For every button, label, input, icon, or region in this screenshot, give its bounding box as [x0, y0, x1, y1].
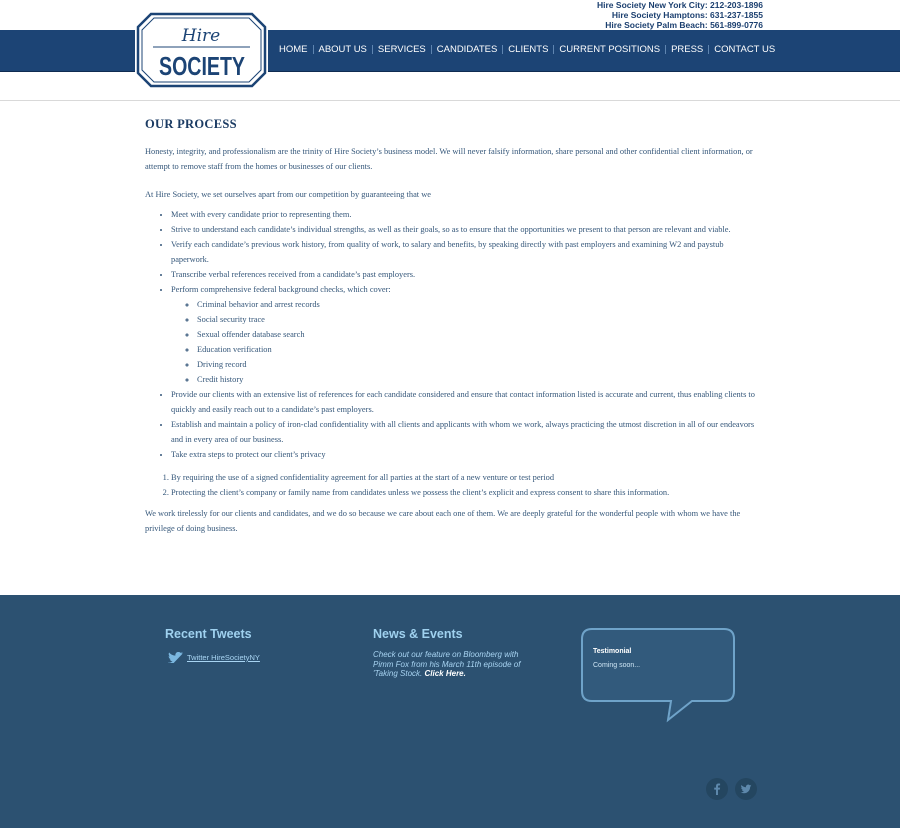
nav-candidates[interactable]: CANDIDATES [436, 44, 498, 55]
closing-paragraph: We work tirelessly for our clients and candidates, and we do so because we care about each one of them. We are deeply grateful for the wonderful people with whom we have the privilege of doing business. [145, 509, 741, 533]
footer [0, 595, 900, 828]
list-item: • Transcribe verbal references received from a candidate’s past employers. [171, 267, 760, 282]
testimonial-bubble [580, 627, 740, 727]
speech-bubble-icon [580, 627, 740, 727]
phone-hamptons: Hire Society Hamptons: 631-237-1855 [611, 10, 763, 20]
header-divider [0, 100, 900, 101]
list-item: • Strive to understand each candidate’s individual strengths, as well as their goals, so as to ensure that the opportunities we present to that person are relevant and viable. [171, 222, 760, 237]
nav-divider [431, 45, 432, 54]
facebook-icon [706, 778, 728, 800]
twitter-icon [735, 778, 757, 800]
list-item: • Establish and maintain a policy of iron-clad confidentiality with all clients and applicants with whom we work, always practicing the utmost discretion in all of our endeavors and in every area of our business. [171, 417, 760, 447]
news-events-heading: News & Events [373, 627, 463, 641]
nav-divider [502, 45, 503, 54]
list-item: • Provide our clients with an extensive list of references for each candidate considered and ensure that contact information listed is accurate and current, thus enabling clients to quickly and easily reach out to a candidate’s past employers. [171, 387, 760, 417]
list-item: 2. Protecting the client’s company or family name from candidates unless we possess the client’s explicit and express consent to share this information. [171, 485, 760, 500]
list-item: • Meet with every candidate prior to representing them. [171, 207, 760, 222]
list-item [171, 282, 760, 387]
list-item: ◦ Criminal behavior and arrest records [197, 297, 760, 312]
phone-palm-beach: Hire Society Palm Beach: 561-899-0776 [605, 20, 763, 30]
twitter-link[interactable] [168, 652, 260, 663]
facebook-button[interactable] [706, 778, 728, 800]
list-item: • Verify each candidate’s previous work history, from quality of work, to salary and benefits, by speaking directly with past employers and examining W2 and paystub paperwork. [171, 237, 760, 267]
background-check-label: Perform comprehensive federal background checks, which cover: [171, 285, 391, 294]
hire-society-logo[interactable] [135, 11, 268, 89]
nav-about-us[interactable]: ABOUT US [318, 44, 367, 55]
main-nav [279, 44, 775, 55]
nav-current-positions[interactable]: CURRENT POSITIONS [559, 44, 661, 55]
list-item: ◦ Sexual offender database search [197, 327, 760, 342]
twitter-button[interactable] [735, 778, 757, 800]
nav-divider [372, 45, 373, 54]
main-content [145, 115, 760, 549]
list-item: • Take extra steps to protect our client’s privacy [171, 447, 760, 462]
intro-paragraph: Honesty, integrity, and professionalism are the trinity of Hire Society’s business model. We will never falsify information, share personal and other confidential client information, or attempt to remove staff from the homes or businesses of our clients. [145, 147, 753, 171]
nav-clients[interactable]: CLIENTS [508, 44, 549, 55]
nav-home[interactable]: HOME [279, 44, 308, 55]
testimonial-heading: Testimonial [593, 648, 632, 655]
nav-divider [553, 45, 554, 54]
nav-services[interactable]: SERVICES [377, 44, 426, 55]
recent-tweets-heading: Recent Tweets [165, 627, 252, 641]
news-item-text: Check out our feature on Bloomberg with Pimm Fox from his March 11th episode of 'Taking Stock. [373, 650, 521, 678]
nav-press[interactable]: PRESS [671, 44, 704, 55]
list-item: ◦ Driving record [197, 357, 760, 372]
nav-contact-us[interactable]: CONTACT US [714, 44, 776, 55]
lead-paragraph: At Hire Society, we set ourselves apart from our competition by guaranteeing that we [145, 190, 431, 199]
list-item: 1. By requiring the use of a signed confidentiality agreement for all parties at the start of a new venture or test period [171, 470, 760, 485]
page-title: OUR PROCESS [145, 117, 237, 131]
list-item: ◦ Credit history [197, 372, 760, 387]
nav-divider [708, 45, 709, 54]
recent-tweets-section [165, 627, 260, 662]
list-item: ◦ Education verification [197, 342, 760, 357]
news-events-section [373, 627, 523, 679]
guarantee-list [145, 207, 760, 462]
nav-divider [665, 45, 666, 54]
logo-block-text: SOCIETY [159, 51, 245, 81]
logo-script-text: Hire [181, 26, 221, 46]
nav-divider [313, 45, 314, 54]
privacy-steps-list [145, 470, 760, 500]
list-item: ◦ Social security trace [197, 312, 760, 327]
twitter-bird-icon [168, 652, 183, 663]
news-click-here-link[interactable]: Click Here. [424, 669, 466, 678]
news-item [373, 650, 523, 679]
testimonial-text: Coming soon... [593, 662, 641, 669]
background-check-list [171, 297, 760, 387]
phone-numbers [597, 0, 763, 30]
logo-badge [135, 11, 268, 89]
phone-new-york: Hire Society New York City: 212-203-1896 [597, 0, 763, 10]
twitter-link-label: Twitter HireSocietyNY [187, 653, 260, 662]
